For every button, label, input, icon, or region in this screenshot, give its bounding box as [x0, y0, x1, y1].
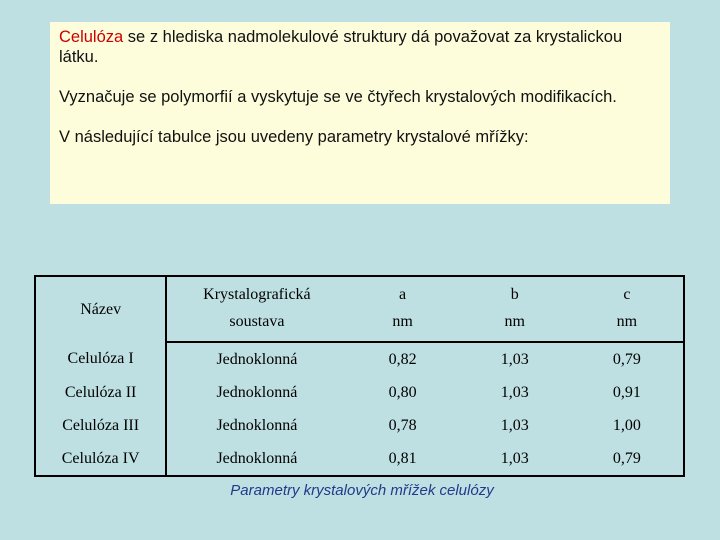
- cell-c: 0,91: [612, 383, 641, 401]
- cell-name: Celulóza II: [35, 376, 166, 409]
- table-caption: Parametry krystalových mřížek celulózy: [230, 482, 494, 499]
- cell-system: Jednoklonná: [216, 416, 298, 434]
- intro-highlight-term: Celulóza: [59, 28, 124, 46]
- cell-name: Celulóza III: [35, 409, 166, 442]
- cell-name: Celulóza IV: [35, 442, 166, 476]
- header-name: Název: [35, 276, 166, 342]
- table-row: [35, 409, 684, 442]
- header-system: Krystalografická: [203, 286, 311, 303]
- unit-c: nm: [571, 313, 684, 342]
- table-row: [35, 342, 684, 376]
- cell-b: 1,03: [500, 383, 529, 401]
- intro-text-box: [50, 22, 670, 204]
- header-b: b: [510, 286, 519, 303]
- header-a: a: [399, 286, 407, 303]
- intro-paragraph-2: Vyznačuje se polymorfií a vyskytuje se ve čtyřech krystalových modifikacích.: [59, 88, 617, 106]
- cell-a: 0,82: [388, 350, 417, 368]
- cell-b: 1,03: [500, 416, 529, 434]
- intro-paragraph-3: V následující tabulce jsou uvedeny parametry krystalové mřížky:: [59, 128, 529, 146]
- cell-a: 0,78: [388, 416, 417, 434]
- intro-paragraph-1-text: se z hlediska nadmolekulové struktury dá považovat za krystalickou látku.: [59, 28, 623, 66]
- cell-b: 1,03: [500, 350, 529, 368]
- table-row: [35, 442, 684, 476]
- unit-b: nm: [459, 313, 571, 342]
- intro-paragraph-1: [59, 27, 662, 67]
- cell-system: Jednoklonná: [216, 449, 298, 467]
- unit-a: nm: [347, 313, 459, 342]
- header-c: c: [623, 286, 631, 303]
- cell-system: Jednoklonná: [216, 383, 298, 401]
- table-header-row: [35, 276, 684, 313]
- cell-a: 0,80: [388, 383, 417, 401]
- cell-c: 0,79: [612, 350, 641, 368]
- lattice-parameters-table: [34, 275, 685, 477]
- cell-c: 0,79: [612, 449, 641, 467]
- cell-b: 1,03: [500, 449, 529, 467]
- cell-a: 0,81: [388, 449, 417, 467]
- table-row: [35, 376, 684, 409]
- header-system-line2: soustava: [166, 313, 346, 342]
- cell-name: Celulóza I: [35, 342, 166, 376]
- cell-c: 1,00: [612, 416, 641, 434]
- cell-system: Jednoklonná: [216, 350, 298, 368]
